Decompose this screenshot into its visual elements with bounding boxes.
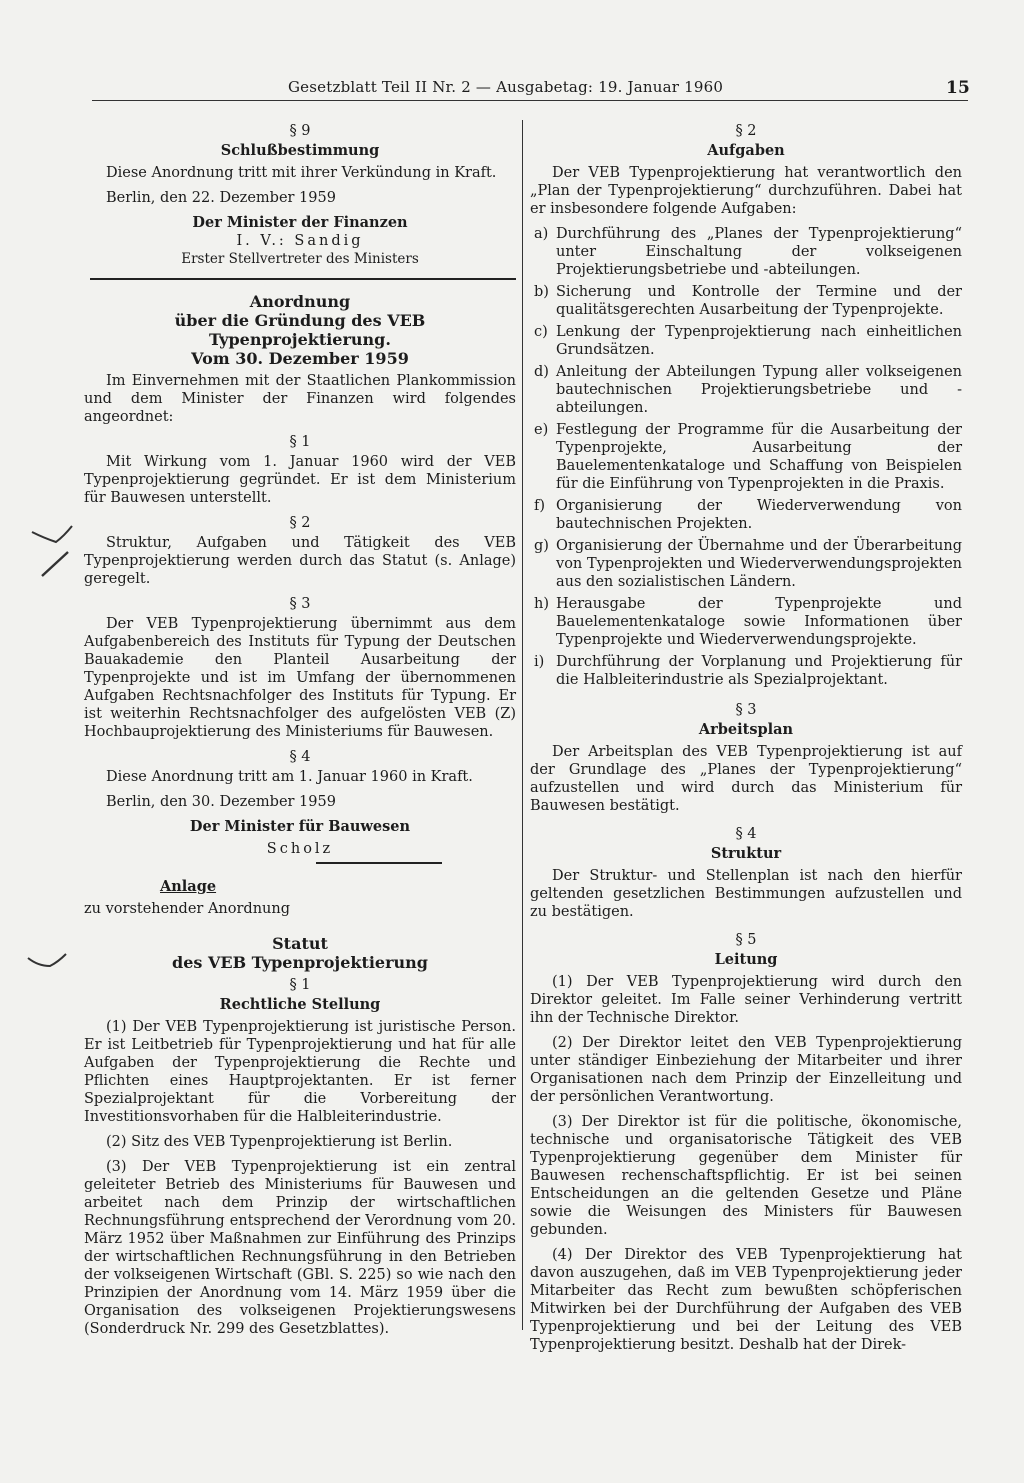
- paragraph: Der Struktur- und Stellenplan ist nach den hierfür geltenden gesetzlichen Bestimmungen aufzustellen und zu bestätigen.: [530, 868, 962, 920]
- paragraph: (1) Der VEB Typenprojektierung ist juristische Person. Er ist Leitbetrieb für Typenprojektierung und hat für alle Aufgaben der Typenprojektierung die Rechte und Pflichten eines Hauptprojektanten. Er ist ferner Spezialprojektant für die Vorbereitung der Investitionsvorhaben für die Halbleiterindustrie.: [84, 1019, 516, 1125]
- task-list-text: Organisierung der Wiederverwendung von bautechnischen Projekten.: [556, 498, 962, 532]
- right-column: [530, 118, 962, 1361]
- section-number: § 1: [289, 434, 311, 450]
- paragraph: Diese Anordnung tritt am 1. Januar 1960 in Kraft.: [106, 769, 473, 785]
- task-list-text: Organisierung der Übernahme und der Überarbeitung von Typenprojekten und Wiederverwendungsprojekten aus den sozialistischen Ländern.: [556, 538, 962, 590]
- section-number: § 9: [289, 123, 311, 139]
- paragraph: Der Arbeitsplan des VEB Typenprojektierung ist auf der Grundlage des „Planes der Typenprojektierung“ aufzustellen und wird durch das Ministerium für Bauwesen bestätigt.: [530, 744, 962, 814]
- annex-subtitle: zu vorstehender Anordnung: [84, 901, 291, 917]
- section-title: Struktur: [710, 845, 782, 862]
- task-list-text: Sicherung und Kontrolle der Termine und der qualitätsgerechten Ausarbeitung der Typenprojekte.: [556, 284, 962, 318]
- annex-label: Anlage: [160, 878, 217, 895]
- task-list-text: Herausgabe der Typenprojekte und Bauelementenkataloge sowie Informationen über Typenprojekte und Wiederverwendungsprojekte.: [556, 596, 962, 648]
- task-list-text: Durchführung der Vorplanung und Projektierung für die Halbleiterindustrie als Spezialprojektant.: [556, 654, 962, 688]
- section-divider: [90, 278, 516, 280]
- section-number: § 4: [735, 826, 757, 842]
- section-number: § 2: [289, 515, 311, 531]
- section-number: § 3: [735, 702, 757, 718]
- margin-check-mark-2: [24, 950, 70, 972]
- section-title: Aufgaben: [707, 142, 785, 159]
- task-list-text: Durchführung des „Planes der Typenprojektierung“ unter Einschaltung der volkseigenen Projektierungsbetriebe und -abteilungen.: [556, 226, 962, 278]
- paragraph: (3) Der VEB Typenprojektierung ist ein zentral geleiteter Betrieb des Ministeriums für Bauwesen und arbeitet nach dem Prinzip der wirtschaftlichen Rechnungsführung entsprechend der Verordnung vom 20. März 1952 über Maßnahmen zur Einführung des Prinzips der wirtschaftlichen Rechnungsführung in den Betrieben der volkseigenen Wirtschaft (GBl. S. 225) so wie nach den Prinzipien der Anordnung vom 14. März 1959 über die Organisation des volkseigenen Projektierungswesens (Sonderdruck Nr. 299 des Gesetzblattes).: [84, 1159, 516, 1337]
- task-list-text: Lenkung der Typenprojektierung nach einheitlichen Grundsätzen.: [556, 324, 962, 358]
- ordinance-date: Vom 30. Dezember 1959: [191, 349, 409, 368]
- column-divider: [522, 120, 523, 1330]
- margin-check-mark: [28, 522, 80, 578]
- task-list-item: [530, 283, 962, 319]
- task-list-item: [530, 497, 962, 533]
- task-list-label: h): [534, 596, 549, 612]
- section-number: § 2: [735, 123, 757, 139]
- section-title: Arbeitsplan: [698, 721, 794, 738]
- left-column: [84, 118, 516, 1345]
- gazette-header-title: Gesetzblatt Teil II Nr. 2 — Ausgabetag: 19. Januar 1960: [288, 78, 724, 96]
- task-list-label: c): [534, 324, 548, 340]
- signature-title: Der Minister für Bauwesen: [189, 818, 411, 835]
- statute-subtitle: des VEB Typenprojektierung: [172, 953, 428, 972]
- header-rule: [92, 100, 968, 101]
- task-list-label: a): [534, 226, 549, 242]
- task-list-label: i): [534, 654, 545, 670]
- task-list-item: [530, 537, 962, 591]
- section-number: § 1: [289, 977, 311, 993]
- paragraph: Der VEB Typenprojektierung hat verantwortlich den „Plan der Typenprojektierung“ durchzuführen. Dabei hat er insbesondere folgende Aufgaben:: [530, 165, 962, 217]
- task-list-item: [530, 225, 962, 279]
- signature-title: Der Minister der Finanzen: [192, 214, 408, 231]
- paragraph: Diese Anordnung tritt mit ihrer Verkündung in Kraft.: [106, 165, 497, 181]
- signature-divider: [316, 862, 442, 864]
- task-list-label: f): [534, 498, 546, 514]
- signature-name: Scholz: [266, 841, 334, 857]
- paragraph: (4) Der Direktor des VEB Typenprojektierung hat davon auszugehen, daß im VEB Typenprojektierung jeder Mitarbeiter das Recht zum bewußten schöpferischen Mitwirken bei der Durchführung der Aufgaben des VEB Typenprojektierung und bei der Leitung des VEB Typenprojektierung besitzt. Deshalb hat der Direk-: [530, 1247, 962, 1353]
- task-list-label: e): [534, 422, 549, 438]
- task-list-item: [530, 421, 962, 493]
- date-line: Berlin, den 30. Dezember 1959: [106, 794, 336, 810]
- task-list-item: [530, 595, 962, 649]
- paragraph: (1) Der VEB Typenprojektierung wird durch den Direktor geleitet. Im Falle seiner Verhinderung vertritt ihn der Technische Direktor.: [530, 974, 962, 1026]
- date-line: Berlin, den 22. Dezember 1959: [106, 190, 336, 206]
- paragraph: (2) Der Direktor leitet den VEB Typenprojektierung unter ständiger Einbeziehung der Mitarbeiter und ihrer Organisationen nach dem Prinzip der Einzelleitung und der persönlichen Verantwortung.: [530, 1035, 962, 1105]
- paragraph: Der VEB Typenprojektierung übernimmt aus dem Aufgabenbereich des Instituts für Typung der Deutschen Bauakademie den Planteil Ausarbeitung der Typenprojekte und ist im Umfang der übernommenen Aufgaben Rechtsnachfolger des Instituts für Typung. Er ist weiterhin Rechtsnachfolger des aufgelösten VEB (Z) Hochbauprojektierung des Ministeriums für Bauwesen.: [84, 616, 516, 740]
- paragraph: Struktur, Aufgaben und Tätigkeit des VEB Typenprojektierung werden durch das Statut (s. Anlage) geregelt.: [84, 535, 516, 587]
- section-number: § 5: [735, 932, 757, 948]
- task-list-text: Festlegung der Programme für die Ausarbeitung der Typenprojekte, Ausarbeitung der Bauelementenkataloge und Schaffung von Beispielen für die Einführung von Typenprojekten in die Praxis.: [556, 422, 962, 492]
- paragraph: (2) Sitz des VEB Typenprojektierung ist Berlin.: [106, 1134, 453, 1150]
- statute-title: Statut: [272, 934, 328, 953]
- section-title: Leitung: [714, 951, 778, 968]
- paragraph: Mit Wirkung vom 1. Januar 1960 wird der VEB Typenprojektierung gegründet. Er ist dem Ministerium für Bauwesen unterstellt.: [84, 454, 516, 506]
- section-number: § 4: [289, 749, 311, 765]
- task-list: [530, 225, 962, 689]
- signature-role: Erster Stellvertreter des Ministers: [181, 251, 419, 267]
- paragraph: Im Einvernehmen mit der Staatlichen Plankommission und dem Minister der Finanzen wird folgendes angeordnet:: [84, 373, 516, 425]
- task-list-item: [530, 323, 962, 359]
- page-number: 15: [945, 78, 970, 98]
- paragraph: (3) Der Direktor ist für die politische, ökonomische, technische und organisatorische Tätigkeit des VEB Typenprojektierung gegenüber dem Minister für Bauwesen rechenschaftspflichtig. Er ist bei seinen Entscheidungen an die geltenden Gesetze und Pläne sowie die Weisungen des Ministers für Bauwesen gebunden.: [530, 1114, 962, 1238]
- signature-name: I. V.: Sandig: [236, 233, 364, 249]
- task-list-label: d): [534, 364, 549, 380]
- ordinance-subtitle: über die Gründung des VEB Typenprojektierung.: [174, 311, 426, 349]
- section-number: § 3: [289, 596, 311, 612]
- task-list-label: b): [534, 284, 549, 300]
- section-title: Rechtliche Stellung: [219, 996, 381, 1013]
- task-list-label: g): [534, 538, 549, 554]
- task-list-item: [530, 653, 962, 689]
- task-list-item: [530, 363, 962, 417]
- section-title: Schlußbestimmung: [220, 142, 380, 159]
- ordinance-title: Anordnung: [249, 292, 351, 311]
- task-list-text: Anleitung der Abteilungen Typung aller volkseigenen bautechnischen Projektierungsbetriebe und -abteilungen.: [556, 364, 962, 416]
